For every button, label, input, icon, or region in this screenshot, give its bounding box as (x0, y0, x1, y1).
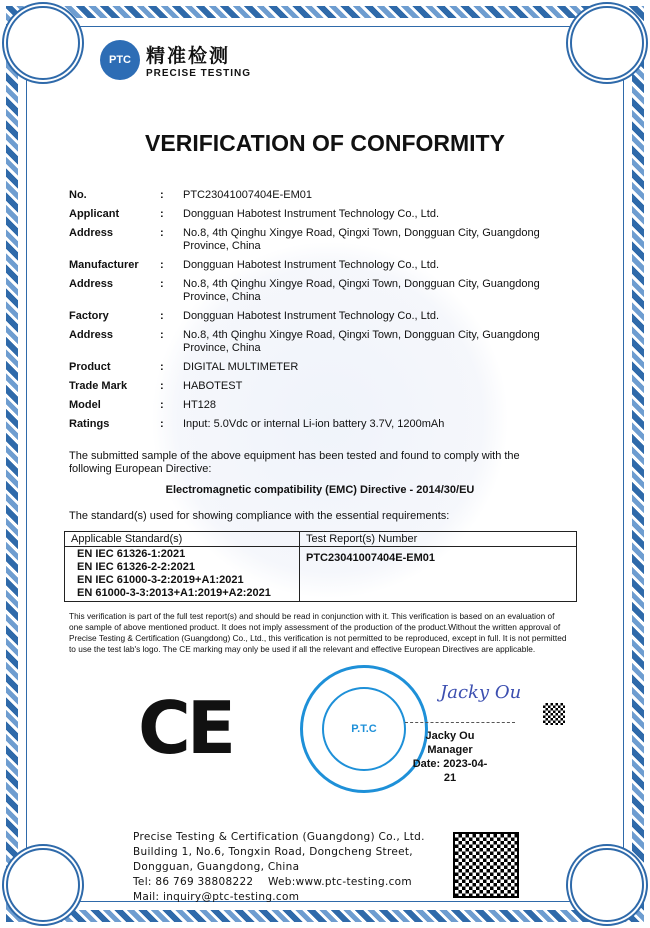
corner-ornament (566, 2, 648, 84)
field-value: Dongguan Habotest Instrument Technology Co., Ltd. (183, 259, 440, 271)
field-value: No.8, 4th Qinghu Xingye Road, Qingxi Town, Dongguan City, Guangdong Province, China (183, 329, 540, 354)
field-value: PTC23041007404E-EM01 (183, 189, 313, 201)
field-value: Dongguan Habotest Instrument Technology Co., Ltd. (183, 310, 440, 322)
signature-line (405, 722, 515, 723)
footer-contact (133, 830, 425, 905)
ptc-logo-icon: PTC (100, 40, 140, 80)
standard: EN 61000-3-3:2013+A1:2019+A2:2021 (77, 587, 271, 599)
company-seal (300, 665, 428, 793)
company-logo (100, 40, 251, 80)
standards-table (64, 531, 577, 602)
standards-intro: The standard(s) used for showing compliance with the essential requirements: (69, 510, 450, 522)
field-label: Manufacturer (69, 259, 139, 271)
field-label: No. (69, 189, 87, 201)
field-row (69, 189, 569, 202)
footer-line: Building 1, No.6, Tongxin Road, Dongcheng Street, (133, 846, 413, 858)
colon: : (160, 380, 164, 392)
document-title: VERIFICATION OF CONFORMITY (145, 130, 505, 156)
field-row (69, 278, 569, 304)
field-label: Address (69, 227, 114, 239)
field-row (69, 259, 569, 272)
signer-role: Manager (427, 744, 473, 756)
colon: : (160, 329, 164, 341)
qr-code-icon (453, 832, 519, 898)
field-value: HT128 (183, 399, 217, 411)
footer-line: Precise Testing & Certification (Guangdong) Co., Ltd. (133, 831, 425, 843)
field-label: Factory (69, 310, 109, 322)
field-row (69, 361, 569, 374)
field-row (69, 310, 569, 323)
field-row (69, 227, 569, 253)
colon: : (160, 227, 164, 239)
footer-line: Tel: 86 769 38808222 Web:www.ptc-testing.com (133, 876, 412, 888)
field-label: Address (69, 278, 114, 290)
corner-ornament (2, 2, 84, 84)
colon: : (160, 208, 164, 220)
signature: Jacky Ou (440, 682, 522, 703)
footer-line: Mail: inquiry@ptc-testing.com (133, 891, 300, 903)
qr-code-icon (543, 703, 565, 725)
report-number: PTC23041007404E-EM01 (300, 547, 577, 602)
standard: EN IEC 61326-2-2:2021 (77, 561, 196, 573)
colon: : (160, 399, 164, 411)
field-label: Applicant (69, 208, 120, 220)
field-label: Address (69, 329, 114, 341)
field-value: DIGITAL MULTIMETER (183, 361, 299, 373)
field-label: Trade Mark (69, 380, 128, 392)
corner-ornament (2, 844, 84, 926)
field-value: HABOTEST (183, 380, 243, 392)
standard: EN IEC 61000-3-2:2019+A1:2021 (77, 574, 244, 586)
signer-name: Jacky Ou (425, 730, 475, 742)
field-row (69, 418, 569, 431)
standard: EN IEC 61326-1:2021 (77, 548, 186, 560)
colon: : (160, 278, 164, 290)
field-row (69, 329, 569, 355)
header-report: Test Report(s) Number (300, 532, 577, 547)
logo-english: PRECISE TESTING (146, 68, 252, 79)
field-row (69, 380, 569, 393)
corner-ornament (566, 844, 648, 926)
statement: The submitted sample of the above equipment has been tested and found to comply with the following European Directive: (69, 450, 520, 475)
field-value: Dongguan Habotest Instrument Technology Co., Ltd. (183, 208, 440, 220)
directive: Electromagnetic compatibility (EMC) Directive - 2014/30/EU (165, 484, 475, 496)
colon: : (160, 361, 164, 373)
colon: : (160, 189, 164, 201)
disclaimer: This verification is part of the full test report(s) and should be read in conjunction with it. This verification is based on an evaluation of one sample of above mentioned product. It does not imply assessment of the production of the product.Without the written approval of Precise Testing & Certification (Guangdong) Co., Ltd., this verification is not permitted to be reproduced, except in full. It is not permitted to use the test lab's logo. The CE marking may only be used if all the relevant and effective European Directives are applicable. (69, 611, 567, 654)
certificate-fields (69, 189, 569, 437)
colon: : (160, 259, 164, 271)
field-value: No.8, 4th Qinghu Xingye Road, Qingxi Town, Dongguan City, Guangdong Province, China (183, 278, 540, 303)
signer-block (410, 729, 490, 785)
seal-center: P.T.C (322, 687, 406, 771)
field-value: No.8, 4th Qinghu Xingye Road, Qingxi Town, Dongguan City, Guangdong Province, China (183, 227, 540, 252)
field-label: Product (69, 361, 111, 373)
colon: : (160, 418, 164, 430)
header-standards: Applicable Standard(s) (65, 532, 300, 547)
footer-line: Dongguan, Guangdong, China (133, 861, 300, 873)
field-label: Model (69, 399, 101, 411)
field-label: Ratings (69, 418, 110, 430)
field-row (69, 399, 569, 412)
signed-date: Date: 2023-04-21 (412, 758, 488, 784)
logo-chinese: 精准检测 (146, 46, 231, 67)
colon: : (160, 310, 164, 322)
field-value: Input: 5.0Vdc or internal Li-ion battery 3.7V, 1200mAh (183, 418, 445, 430)
field-row (69, 208, 569, 221)
ce-mark: CE (138, 686, 233, 770)
